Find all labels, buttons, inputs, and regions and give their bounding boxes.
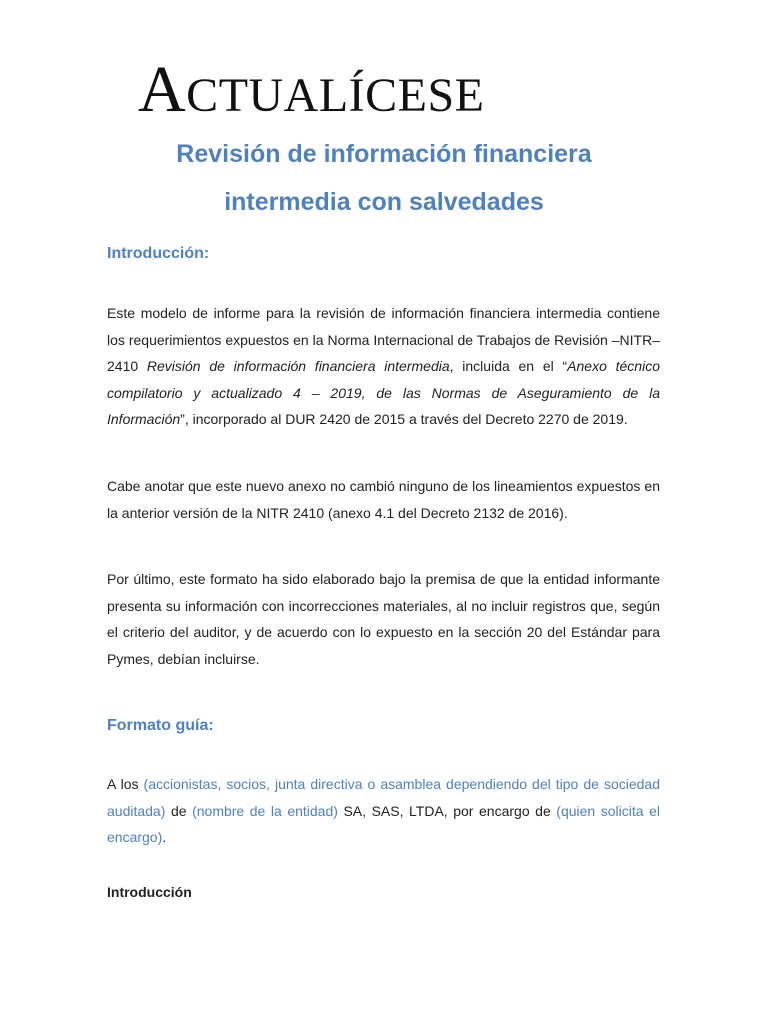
logo-rest: CTUALÍCESE [186, 69, 485, 122]
logo-first-letter: A [138, 53, 187, 126]
section-intro-heading: Introducción [107, 884, 192, 900]
intro-paragraph-1 [107, 300, 660, 433]
title-line-2: intermedia con salvedades [224, 188, 544, 216]
formato-text-2: de [165, 802, 193, 819]
brand-logo [138, 52, 485, 134]
intro-p1-italic-1: Revisión de información financiera intermedia [146, 358, 450, 375]
intro-paragraph-2: Cabe anotar que este nuevo anexo no cambió ninguno de los lineamientos expuestos en la anterior versión de la NITR 2410 (anexo 4.1 del Decreto 2132 de 2016). [107, 478, 660, 521]
formato-text-4: . [162, 829, 167, 846]
formato-text-1: A los [107, 776, 144, 792]
intro-p1-text-1: Este modelo de informe para la revisión de información financiera intermedia contiene los requerimientos expuestos en la Norma Internacional de Trabajos de Revisión –NITR– 2410 [107, 305, 660, 375]
placeholder-requester: (quien solicita el encargo) [107, 802, 660, 846]
placeholder-entity-name: (nombre de la entidad) [192, 802, 338, 819]
formato-text-3: SA, SAS, LTDA, por encargo de [337, 802, 557, 819]
title-line-1: Revisión de información financiera [176, 140, 592, 168]
document-title [0, 130, 768, 226]
intro-heading: Introducción: [107, 245, 210, 262]
intro-p1-text-3: ”, incorporado al DUR 2420 de 2015 a través del Decreto 2270 de 2019. [180, 411, 628, 428]
formato-heading: Formato guía: [107, 717, 214, 734]
intro-paragraph-3: Por último, este formato ha sido elaborado bajo la premisa de que la entidad informante presenta su información con incorrecciones materiales, al no incluir registros que, según el criterio del auditor, y de acuerdo con lo expuesto en la sección 20 del Estándar para Pymes, debían incluirse. [107, 571, 660, 667]
formato-paragraph [107, 771, 660, 851]
intro-p1-text-2: , incluida en el “ [449, 358, 568, 375]
intro-p1-italic-2: Anexo técnico compilatorio y actualizado 4 – 2019, de las Normas de Aseguramiento de la Información [107, 358, 660, 428]
placeholder-recipients: (accionistas, socios, junta directiva o asamblea dependiendo del tipo de sociedad auditada) [107, 776, 661, 819]
